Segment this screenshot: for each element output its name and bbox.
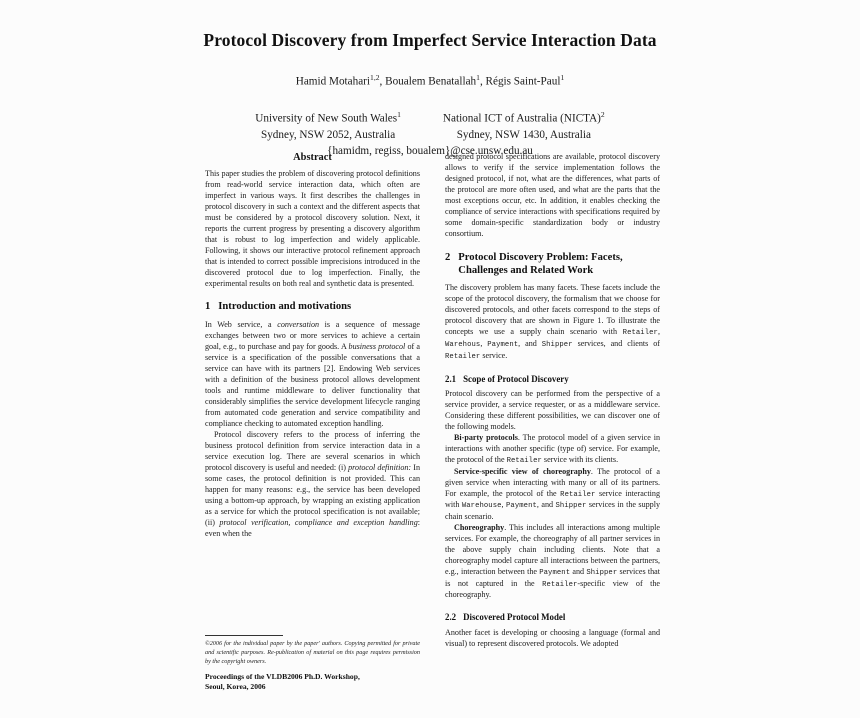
choreography-paragraph xyxy=(445,523,660,601)
author-1-name: Hamid Motahari xyxy=(295,75,371,88)
affiliation-block xyxy=(100,109,760,143)
affiliation-left-marker: 1 xyxy=(397,110,401,120)
s1p1-text-c: of a service is a specification of the possible conversations that a service can have with its partners [2]. Endowing Web services with a definition of the business protocol allows development tools and runtime middleware to deliver functionality that considerably simplifies the service development lifecycle ranging from automated code generation and service compatibility and compliance checking to automated exception handling. xyxy=(205,342,420,428)
author-3-affil-marker: 1 xyxy=(560,73,565,82)
s1p2-text-a: Protocol discovery refers to the process of inferring the business protocol definition from service interaction data in a service execution log. There are several scenarios in which protocol discovery is useful and needed: (i) xyxy=(205,429,420,472)
footnote-block xyxy=(205,635,420,692)
affiliation-left-org: University of New South Wales xyxy=(255,113,398,126)
ssv-text-a: . The protocol of a given service when interacting with many or all of its partners. For example, the protocol of the xyxy=(445,466,660,498)
ssv-text-d: , and xyxy=(536,500,556,510)
body-columns xyxy=(205,152,660,692)
service-name-shipper: Shipper xyxy=(541,341,573,350)
footnote-proceedings-line-1: Proceedings of the VLDB2006 Ph.D. Workshop, xyxy=(205,671,360,681)
s2-text-f: service. xyxy=(480,350,508,360)
column-right xyxy=(445,152,660,692)
section-2-2-title: Discovered Protocol Model xyxy=(463,612,566,623)
section-2-heading xyxy=(445,252,660,278)
s2-text-d: , and xyxy=(518,339,542,349)
s1p2-italic-protocol-definition: protocol definition: xyxy=(348,462,412,472)
s1p1-text-b: is a sequence of message exchanges between two or more services to achieve a certain goal, e.g., to purchase and pay for goods. A xyxy=(205,320,420,352)
service-specific-view-paragraph xyxy=(445,467,660,523)
service-specific-view-label: Service-specific view of choreography xyxy=(454,466,591,476)
author-2-affil-marker: 1 xyxy=(476,73,480,82)
author-list xyxy=(100,73,760,89)
chor-text-b: and xyxy=(570,566,587,576)
chor-text-a: . This includes all interactions among multiple services. For example, the choreography of all partner services in the above supply chain including clients. Note that a choreography model capture all interactions between the partners, e.g., interaction between the xyxy=(445,523,660,576)
section-1-heading xyxy=(205,301,420,314)
affiliation-right-org: National ICT of Australia (NICTA) xyxy=(442,113,601,126)
s2-text-a: The discovery problem has many facets. These facets include the scope of the protocol discovery, the formalism that we choose for discovered protocols, and other facets correspond to the steps of protocol discovery that are shown in Figure 1. To illustrate the concepts we use a supply chain scenario with xyxy=(445,283,660,337)
s1p1-italic-conversation: conversation xyxy=(277,320,320,330)
ssv-text-c: , xyxy=(501,500,507,510)
service-name-retailer: Retailer xyxy=(622,329,658,338)
choreography-label: Choreography xyxy=(454,523,505,533)
section-2-2-heading xyxy=(445,612,660,623)
footnote-copyright: ©2006 for the individual paper by the paper' authors. Copying permitted for private and scientific purposes. Re-publication of material on this page requires permission by the copyright owners. xyxy=(205,640,420,665)
service-name-payment: Payment xyxy=(487,341,519,350)
section-2-1-number: 2.1 xyxy=(445,373,457,384)
section-2-1-paragraph: Protocol discovery can be performed from the perspective of a service provider, a service requester, or as a middleware service. Considering these different possibilities, we can discover one of the following models. xyxy=(445,389,660,432)
s1p2-italic-protocol-verification: protocol verification, compliance and exception handling xyxy=(219,517,418,527)
author-2-name: Boualem Benatallah xyxy=(385,75,477,88)
bi-party-protocols-paragraph xyxy=(445,433,660,467)
footnote-proceedings-line-2: Seoul, Korea, 2006 xyxy=(205,681,266,691)
affiliation-left xyxy=(255,109,401,143)
service-name-warehous: Warehous xyxy=(445,341,481,350)
service-name-retailer-5: Retailer xyxy=(542,580,578,589)
contact-email: {hamidm, regiss, boualem}@cse.unsw.edu.au xyxy=(327,144,533,157)
service-name-warehouse: Warehouse xyxy=(461,502,502,511)
bi-text-b: service with its clients. xyxy=(541,454,619,464)
ssv-text-e: services in the supply chain scenario. xyxy=(445,500,661,522)
author-sep-1: , xyxy=(379,75,386,88)
affiliation-right-marker: 2 xyxy=(600,110,605,120)
s1p1-italic-business-protocol: business protocol xyxy=(348,342,406,352)
section-2-intro-paragraph xyxy=(445,283,660,362)
title-block xyxy=(100,0,760,157)
affiliation-right-org-line xyxy=(443,109,605,127)
service-name-retailer-2: Retailer xyxy=(445,352,481,361)
s1p2-text-b: In some cases, the protocol definition is not provided. This can happen for many reasons: e.g., the service has been developed using a bottom-up approach, by wrapping an existing application as a service for which the protocol specification is not available; (ii) xyxy=(205,462,421,527)
section-2-title: Protocol Discovery Problem: Facets, Challenges and Related Work xyxy=(458,251,623,276)
s1p1-text-a: In Web service, a xyxy=(205,320,278,330)
service-name-retailer-4: Retailer xyxy=(560,490,596,499)
section-1-paragraph-1 xyxy=(205,320,420,430)
author-3-name: Régis Saint-Paul xyxy=(485,75,561,88)
bi-text-a: . The protocol model of a given service in interactions with another specific (type of) service. For example, the protocol of the xyxy=(445,433,660,464)
service-name-payment-2: Payment xyxy=(506,502,537,511)
chor-text-d: -specific view of the choreography. xyxy=(445,578,661,600)
section-2-number: 2 xyxy=(445,251,451,263)
chor-text-c: services that is not captured in the xyxy=(445,566,660,588)
s2-text-e: services, and clients of xyxy=(572,339,660,349)
footnote-rule xyxy=(205,635,283,636)
s2-text-b: , xyxy=(657,327,660,337)
author-sep-2: , xyxy=(479,75,486,88)
s2-text-c: , xyxy=(480,339,488,349)
section-2-2-number: 2.2 xyxy=(445,612,457,623)
bi-party-protocols-label: Bi-party protocols xyxy=(454,433,518,443)
section-1-number: 1 xyxy=(205,301,211,313)
affiliation-left-city: Sydney, NSW 2052, Australia xyxy=(260,129,396,142)
section-1-paragraph-2-continued: designed protocol specifications are available, protocol discovery allows to verify if the service implementation follows the designed protocol, if not, what are the differences, what parts of the protocol are more often used, and what are the parts that the most exceptions occur, etc. In addition, it enables checking the compliance of service interactions with specifications required by some domain-specific standardization body or industry consortium. xyxy=(445,152,660,238)
section-1-paragraph-2 xyxy=(205,430,420,540)
abstract-body: This paper studies the problem of discovering protocol definitions from read-world service interaction data, which often are imperfect in various ways. It first describes the challenges in protocol discovery in such a context and the different aspects that must be considered by a protocol discovery solution. Next, it reports the current progress by presenting a discovery algorithm that is robust to log imperfection and widely applicable. Following, it shows our interactive protocol refinement approach that is intended to correct possible imprecisions introduced in the discovered protocol due to log imperfection. Finally, the experimental results on both real and synthetic data is presented. xyxy=(205,169,420,288)
section-2-1-title: Scope of Protocol Discovery xyxy=(463,373,569,384)
page-title: Protocol Discovery from Imperfect Service Interaction Data xyxy=(203,30,657,50)
abstract-heading: Abstract xyxy=(293,152,332,163)
section-1-title: Introduction and motivations xyxy=(218,301,352,313)
column-left xyxy=(205,152,420,692)
affiliation-right-city: Sydney, NSW 1430, Australia xyxy=(456,129,591,142)
affiliation-right xyxy=(443,109,605,143)
section-2-1-heading xyxy=(445,374,660,385)
affiliation-left-org-line xyxy=(255,109,401,127)
section-2-2-paragraph: Another facet is developing or choosing a language (formal and visual) to represent discovered protocols. We adopted xyxy=(445,628,660,648)
ssv-text-b: service interacting with xyxy=(445,488,660,510)
service-name-shipper-3: Shipper xyxy=(586,568,618,577)
author-1-affil-marker: 1,2 xyxy=(370,73,380,82)
service-name-retailer-3: Retailer xyxy=(506,456,542,465)
service-name-payment-3: Payment xyxy=(539,568,571,577)
service-name-shipper-2: Shipper xyxy=(555,502,587,511)
s1p2-text-c: : even when the xyxy=(205,517,420,538)
